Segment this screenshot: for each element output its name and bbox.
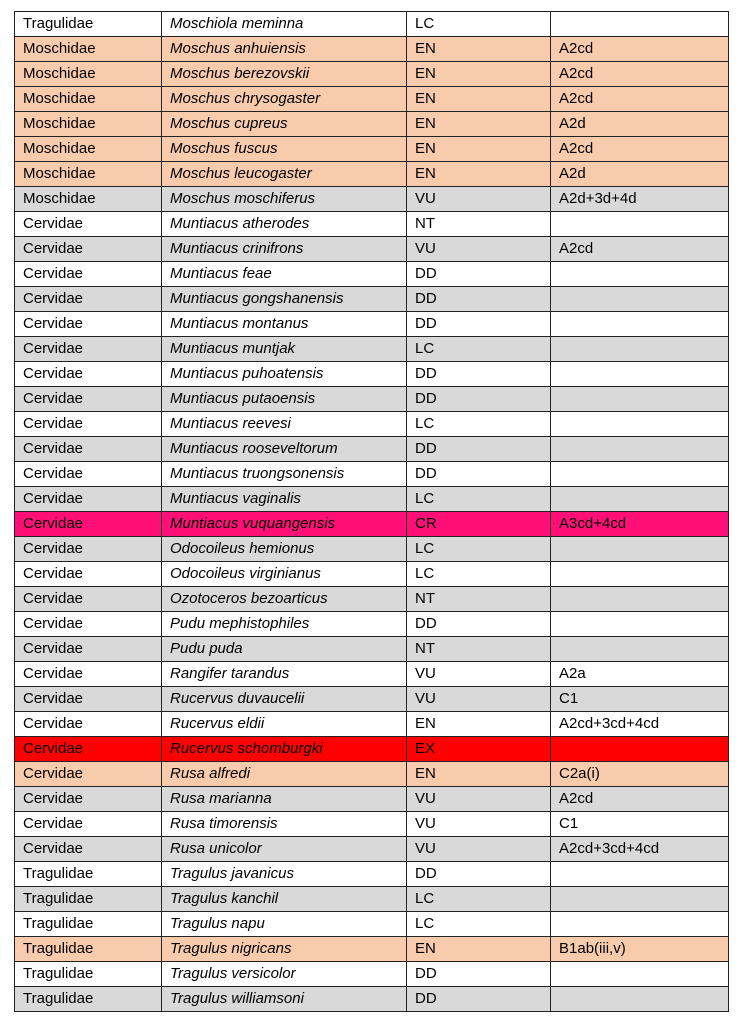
family-cell: Cervidae — [15, 687, 162, 712]
species-name-cell: Odocoileus hemionus — [162, 537, 407, 562]
category-cell: VU — [407, 187, 551, 212]
species-name-cell: Moschus chrysogaster — [162, 87, 407, 112]
table-row — [15, 312, 729, 337]
table-row — [15, 612, 729, 637]
criteria-cell — [551, 612, 729, 637]
species-name-cell: Muntiacus muntjak — [162, 337, 407, 362]
table-row — [15, 687, 729, 712]
species-name-cell: Muntiacus puhoatensis — [162, 362, 407, 387]
species-name-cell: Tragulus nigricans — [162, 937, 407, 962]
species-name-cell: Tragulus javanicus — [162, 862, 407, 887]
table-row — [15, 212, 729, 237]
criteria-cell: A2cd — [551, 62, 729, 87]
category-cell: VU — [407, 812, 551, 837]
table-row — [15, 237, 729, 262]
family-cell: Cervidae — [15, 387, 162, 412]
table-row — [15, 87, 729, 112]
criteria-cell: A2cd — [551, 237, 729, 262]
table-row — [15, 437, 729, 462]
species-name-cell: Muntiacus atherodes — [162, 212, 407, 237]
species-name-cell: Tragulus versicolor — [162, 962, 407, 987]
species-name-cell: Ozotoceros bezoarticus — [162, 587, 407, 612]
table-row — [15, 987, 729, 1012]
table-body — [15, 12, 729, 1012]
table-row — [15, 887, 729, 912]
species-name-cell: Muntiacus vuquangensis — [162, 512, 407, 537]
criteria-cell — [551, 862, 729, 887]
table-row — [15, 787, 729, 812]
species-name-cell: Tragulus kanchil — [162, 887, 407, 912]
species-name-cell: Rusa alfredi — [162, 762, 407, 787]
criteria-cell — [551, 412, 729, 437]
table-row — [15, 462, 729, 487]
criteria-cell: C2a(i) — [551, 762, 729, 787]
family-cell: Tragulidae — [15, 962, 162, 987]
table-row — [15, 487, 729, 512]
family-cell: Tragulidae — [15, 937, 162, 962]
table-row — [15, 862, 729, 887]
family-cell: Cervidae — [15, 537, 162, 562]
category-cell: DD — [407, 462, 551, 487]
criteria-cell: A2d — [551, 112, 729, 137]
species-name-cell: Pudu mephistophiles — [162, 612, 407, 637]
table-row — [15, 187, 729, 212]
family-cell: Cervidae — [15, 662, 162, 687]
family-cell: Cervidae — [15, 587, 162, 612]
category-cell: NT — [407, 587, 551, 612]
species-name-cell: Moschus anhuiensis — [162, 37, 407, 62]
category-cell: CR — [407, 512, 551, 537]
table-row — [15, 912, 729, 937]
category-cell: VU — [407, 237, 551, 262]
category-cell: DD — [407, 437, 551, 462]
criteria-cell — [551, 362, 729, 387]
family-cell: Cervidae — [15, 237, 162, 262]
criteria-cell — [551, 12, 729, 37]
criteria-cell — [551, 537, 729, 562]
family-cell: Tragulidae — [15, 987, 162, 1012]
criteria-cell — [551, 262, 729, 287]
family-cell: Tragulidae — [15, 12, 162, 37]
family-cell: Cervidae — [15, 462, 162, 487]
species-name-cell: Rusa timorensis — [162, 812, 407, 837]
category-cell: EX — [407, 737, 551, 762]
table-row — [15, 12, 729, 37]
category-cell: EN — [407, 162, 551, 187]
family-cell: Cervidae — [15, 312, 162, 337]
table-row — [15, 412, 729, 437]
category-cell: LC — [407, 562, 551, 587]
table-row — [15, 537, 729, 562]
table-row — [15, 37, 729, 62]
species-name-cell: Moschus moschiferus — [162, 187, 407, 212]
family-cell: Cervidae — [15, 512, 162, 537]
criteria-cell: A2cd — [551, 37, 729, 62]
family-cell: Moschidae — [15, 87, 162, 112]
category-cell: EN — [407, 87, 551, 112]
species-name-cell: Tragulus napu — [162, 912, 407, 937]
species-name-cell: Muntiacus montanus — [162, 312, 407, 337]
family-cell: Cervidae — [15, 487, 162, 512]
family-cell: Cervidae — [15, 712, 162, 737]
category-cell: DD — [407, 287, 551, 312]
category-cell: DD — [407, 962, 551, 987]
family-cell: Moschidae — [15, 162, 162, 187]
species-name-cell: Rucervus duvaucelii — [162, 687, 407, 712]
species-name-cell: Rusa marianna — [162, 787, 407, 812]
family-cell: Cervidae — [15, 437, 162, 462]
category-cell: LC — [407, 537, 551, 562]
criteria-cell: A2cd — [551, 787, 729, 812]
category-cell: LC — [407, 337, 551, 362]
category-cell: DD — [407, 862, 551, 887]
family-cell: Moschidae — [15, 112, 162, 137]
table-row — [15, 287, 729, 312]
family-cell: Moschidae — [15, 62, 162, 87]
family-cell: Cervidae — [15, 287, 162, 312]
category-cell: LC — [407, 887, 551, 912]
category-cell: EN — [407, 937, 551, 962]
criteria-cell — [551, 637, 729, 662]
category-cell: DD — [407, 362, 551, 387]
category-cell: DD — [407, 387, 551, 412]
family-cell: Cervidae — [15, 637, 162, 662]
table-row — [15, 812, 729, 837]
family-cell: Cervidae — [15, 737, 162, 762]
family-cell: Cervidae — [15, 212, 162, 237]
criteria-cell — [551, 462, 729, 487]
species-name-cell: Muntiacus crinifrons — [162, 237, 407, 262]
category-cell: VU — [407, 787, 551, 812]
species-name-cell: Rangifer tarandus — [162, 662, 407, 687]
table-row — [15, 837, 729, 862]
species-name-cell: Moschus cupreus — [162, 112, 407, 137]
family-cell: Cervidae — [15, 362, 162, 387]
table-row — [15, 512, 729, 537]
criteria-cell — [551, 212, 729, 237]
criteria-cell: B1ab(iii,v) — [551, 937, 729, 962]
species-name-cell: Muntiacus feae — [162, 262, 407, 287]
species-name-cell: Muntiacus putaoensis — [162, 387, 407, 412]
category-cell: EN — [407, 762, 551, 787]
table-row — [15, 637, 729, 662]
criteria-cell: C1 — [551, 812, 729, 837]
criteria-cell — [551, 587, 729, 612]
species-name-cell: Moschus fuscus — [162, 137, 407, 162]
criteria-cell: A2cd+3cd+4cd — [551, 712, 729, 737]
family-cell: Cervidae — [15, 562, 162, 587]
family-cell: Cervidae — [15, 762, 162, 787]
species-name-cell: Tragulus williamsoni — [162, 987, 407, 1012]
species-name-cell: Moschiola meminna — [162, 12, 407, 37]
criteria-cell — [551, 437, 729, 462]
species-name-cell: Rusa unicolor — [162, 837, 407, 862]
criteria-cell — [551, 962, 729, 987]
family-cell: Tragulidae — [15, 862, 162, 887]
table-row — [15, 937, 729, 962]
criteria-cell — [551, 312, 729, 337]
table-row — [15, 762, 729, 787]
criteria-cell — [551, 487, 729, 512]
criteria-cell — [551, 987, 729, 1012]
category-cell: VU — [407, 837, 551, 862]
category-cell: VU — [407, 662, 551, 687]
species-name-cell: Muntiacus reevesi — [162, 412, 407, 437]
table-row — [15, 962, 729, 987]
family-cell: Moschidae — [15, 37, 162, 62]
species-name-cell: Odocoileus virginianus — [162, 562, 407, 587]
species-name-cell: Moschus berezovskii — [162, 62, 407, 87]
species-name-cell: Muntiacus truongsonensis — [162, 462, 407, 487]
table-row — [15, 362, 729, 387]
family-cell: Moschidae — [15, 137, 162, 162]
species-name-cell: Pudu puda — [162, 637, 407, 662]
family-cell: Cervidae — [15, 812, 162, 837]
table-row — [15, 337, 729, 362]
table-row — [15, 137, 729, 162]
table-row — [15, 737, 729, 762]
category-cell: LC — [407, 412, 551, 437]
table-row — [15, 662, 729, 687]
table-row — [15, 562, 729, 587]
table-row — [15, 62, 729, 87]
criteria-cell — [551, 562, 729, 587]
category-cell: LC — [407, 12, 551, 37]
species-name-cell: Muntiacus gongshanensis — [162, 287, 407, 312]
category-cell: EN — [407, 62, 551, 87]
family-cell: Tragulidae — [15, 887, 162, 912]
family-cell: Cervidae — [15, 612, 162, 637]
criteria-cell: A2d — [551, 162, 729, 187]
family-cell: Cervidae — [15, 412, 162, 437]
category-cell: EN — [407, 112, 551, 137]
criteria-cell — [551, 287, 729, 312]
category-cell: NT — [407, 637, 551, 662]
table-row — [15, 112, 729, 137]
category-cell: DD — [407, 612, 551, 637]
species-name-cell: Muntiacus rooseveltorum — [162, 437, 407, 462]
species-name-cell: Moschus leucogaster — [162, 162, 407, 187]
criteria-cell — [551, 737, 729, 762]
table-row — [15, 162, 729, 187]
criteria-cell: A3cd+4cd — [551, 512, 729, 537]
criteria-cell: A2cd — [551, 137, 729, 162]
family-cell: Cervidae — [15, 837, 162, 862]
category-cell: DD — [407, 262, 551, 287]
species-name-cell: Rucervus eldii — [162, 712, 407, 737]
table-row — [15, 712, 729, 737]
category-cell: DD — [407, 312, 551, 337]
species-name-cell: Muntiacus vaginalis — [162, 487, 407, 512]
criteria-cell — [551, 387, 729, 412]
table-row — [15, 262, 729, 287]
criteria-cell — [551, 912, 729, 937]
criteria-cell: C1 — [551, 687, 729, 712]
category-cell: LC — [407, 912, 551, 937]
criteria-cell: A2d+3d+4d — [551, 187, 729, 212]
category-cell: VU — [407, 687, 551, 712]
criteria-cell: A2cd+3cd+4cd — [551, 837, 729, 862]
table-row — [15, 387, 729, 412]
criteria-cell: A2a — [551, 662, 729, 687]
category-cell: EN — [407, 37, 551, 62]
category-cell: EN — [407, 137, 551, 162]
category-cell: LC — [407, 487, 551, 512]
species-status-table — [14, 11, 729, 1012]
category-cell: DD — [407, 987, 551, 1012]
family-cell: Cervidae — [15, 337, 162, 362]
family-cell: Moschidae — [15, 187, 162, 212]
criteria-cell — [551, 887, 729, 912]
criteria-cell: A2cd — [551, 87, 729, 112]
table-row — [15, 587, 729, 612]
criteria-cell — [551, 337, 729, 362]
category-cell: EN — [407, 712, 551, 737]
family-cell: Cervidae — [15, 262, 162, 287]
species-name-cell: Rucervus schomburgki — [162, 737, 407, 762]
category-cell: NT — [407, 212, 551, 237]
family-cell: Tragulidae — [15, 912, 162, 937]
family-cell: Cervidae — [15, 787, 162, 812]
